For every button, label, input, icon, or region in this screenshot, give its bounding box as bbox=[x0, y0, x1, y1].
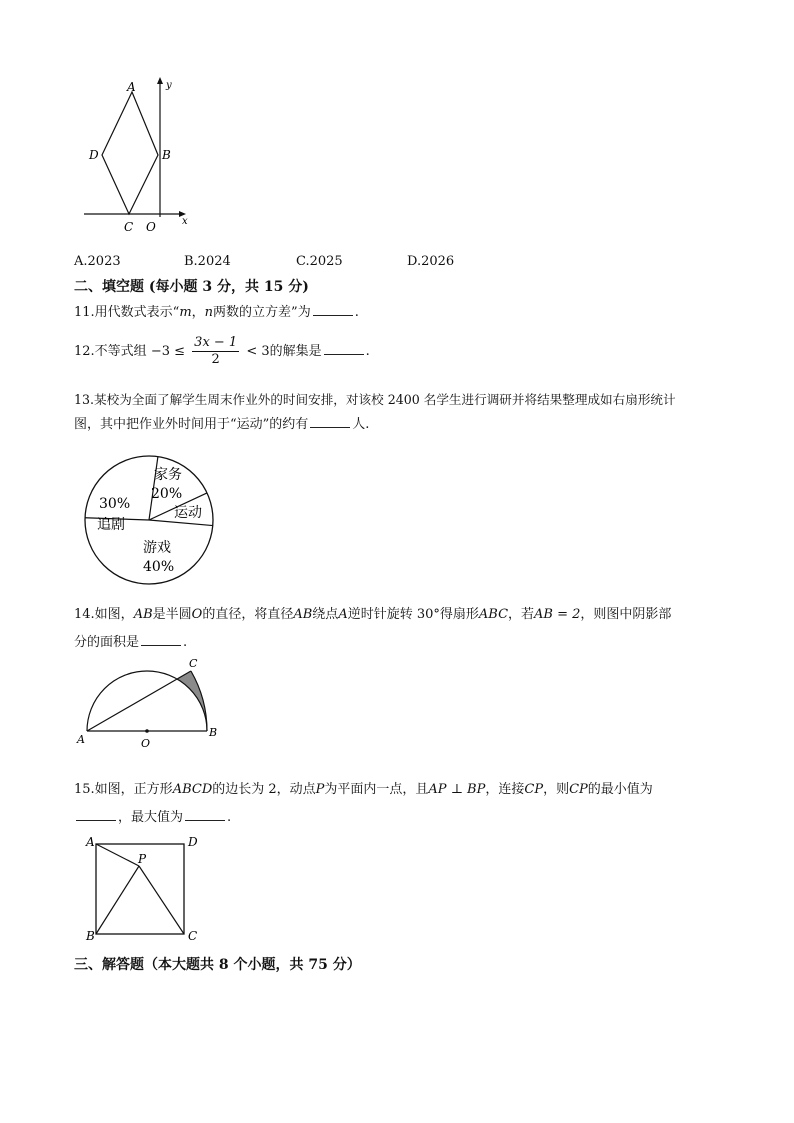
q12-answer-blank[interactable] bbox=[324, 341, 364, 355]
q12-suffix: 的解集是 bbox=[269, 344, 322, 359]
q13-line-2 bbox=[74, 414, 369, 434]
q12-left: −3 ≤ bbox=[150, 344, 186, 359]
pie-label-jiawu: 家务 bbox=[154, 467, 182, 483]
label-a: A bbox=[127, 80, 136, 94]
q14-p7: ，则图中阴影部 bbox=[580, 607, 672, 622]
q15-max-answer-blank[interactable] bbox=[185, 807, 225, 821]
q14-line-1 bbox=[74, 606, 671, 624]
q15-line-2-mid: ，最大值为 bbox=[118, 810, 184, 825]
q15-p2: 的边长为 2，动点 bbox=[212, 782, 316, 797]
q15-cp-2: CP bbox=[569, 782, 588, 797]
q10-option-a: A.2023 bbox=[74, 254, 121, 269]
q14-label-b: B bbox=[209, 726, 218, 739]
q11-sep: ， bbox=[191, 305, 205, 320]
q13-line-1: 13.某校为全面了解学生周末作业外的时间安排，对该校 2400 名学生进行调研并将结果整理成如右扇形统计 bbox=[74, 392, 676, 407]
label-b: B bbox=[162, 148, 171, 162]
q14-ab: AB bbox=[133, 607, 153, 622]
q14-p4: 绕点 bbox=[312, 607, 339, 622]
q14-eq: AB = 2 bbox=[534, 607, 581, 622]
q13-line-2-suffix: 人. bbox=[352, 417, 370, 432]
q15-line-1 bbox=[74, 781, 653, 799]
q12-fraction bbox=[192, 335, 239, 368]
pie-label-zhuiju-pct: 30% bbox=[99, 496, 131, 512]
q11-var-n: n bbox=[204, 305, 214, 320]
q12-text bbox=[74, 334, 370, 370]
y-axis-arrow-icon bbox=[157, 77, 163, 84]
q14-o: O bbox=[191, 607, 203, 622]
q11-suffix: 两数的立方差”为 bbox=[213, 305, 311, 320]
q15-label-d: D bbox=[188, 835, 198, 849]
section-3-heading bbox=[74, 956, 361, 974]
q13-pie-chart bbox=[83, 449, 218, 594]
q14-p3: 的直径，将直径 bbox=[202, 607, 294, 622]
q12-numerator: 3x − 1 bbox=[194, 335, 238, 350]
q15-line-2 bbox=[74, 807, 231, 827]
label-y: y bbox=[166, 80, 172, 91]
q15-label-a: A bbox=[86, 835, 95, 849]
q15-label-b: B bbox=[86, 929, 95, 943]
q12-right: < 3 bbox=[246, 344, 270, 359]
q14-a: A bbox=[338, 607, 348, 622]
q14-p6: ，若 bbox=[508, 607, 535, 622]
pie-label-youxi-pct: 40% bbox=[143, 559, 175, 575]
q15-min-answer-blank[interactable] bbox=[76, 807, 116, 821]
q15-segment-cp bbox=[139, 866, 184, 934]
q13-answer-blank[interactable] bbox=[310, 414, 350, 428]
q10-option-d: D.2026 bbox=[407, 254, 455, 269]
q15-cp: CP bbox=[524, 782, 544, 797]
q14-ab-2: AB bbox=[293, 607, 313, 622]
q14-line-2 bbox=[74, 632, 187, 652]
q14-center-dot bbox=[145, 729, 149, 733]
q15-p3: 为平面内一点，且 bbox=[324, 782, 429, 797]
q15-label-p: P bbox=[138, 852, 147, 866]
label-c: C bbox=[124, 220, 134, 234]
q10-rhombus-figure bbox=[80, 75, 195, 240]
q14-semicircle-figure bbox=[74, 655, 224, 750]
q14-p5: 逆时针旋转 30°得扇形 bbox=[347, 607, 479, 622]
label-d: D bbox=[89, 148, 99, 162]
section-2-heading bbox=[74, 278, 309, 296]
rhombus-abcd bbox=[102, 92, 158, 214]
q14-label-c: C bbox=[189, 657, 198, 670]
q13-line-2-prefix: 图，其中把作业外时间用于“运动”的约有 bbox=[74, 417, 309, 432]
q15-label-c: C bbox=[188, 929, 198, 943]
section-3-note: （本大题共 8 个小题，共 75 分） bbox=[144, 957, 361, 973]
q14-abc: ABC bbox=[478, 607, 509, 622]
q12-end: . bbox=[365, 344, 370, 359]
q14-line-2-text: 分的面积是 bbox=[74, 635, 140, 650]
q15-segment-ap bbox=[96, 844, 139, 866]
q15-perp: AP ⊥ BP bbox=[428, 782, 486, 797]
q12-denominator: 2 bbox=[211, 352, 220, 367]
q14-label-o: O bbox=[141, 737, 151, 750]
q10-option-c: C.2025 bbox=[296, 254, 343, 269]
pie-label-youxi: 游戏 bbox=[143, 540, 171, 556]
q14-answer-blank[interactable] bbox=[141, 632, 181, 646]
q11-prefix: 11.用代数式表示“ bbox=[74, 305, 180, 320]
q12-prefix: 12.不等式组 bbox=[74, 344, 147, 359]
q14-p1: 14.如图， bbox=[74, 607, 134, 622]
label-o: O bbox=[146, 220, 156, 234]
q15-p: P bbox=[315, 782, 325, 797]
label-x: x bbox=[182, 216, 188, 227]
section-2-note: (每小题 3 分，共 15 分) bbox=[148, 279, 309, 295]
q14-label-a: A bbox=[77, 733, 85, 746]
q15-p5: ，则 bbox=[543, 782, 570, 797]
q11-text bbox=[74, 302, 359, 322]
pie-label-zhuiju: 追剧 bbox=[97, 517, 125, 533]
section-2-title: 二、填空题 bbox=[74, 279, 144, 295]
q15-p1: 15.如图，正方形 bbox=[74, 782, 173, 797]
q11-end: . bbox=[354, 305, 359, 320]
q15-p4: ，连接 bbox=[485, 782, 525, 797]
pie-label-jiawu-pct: 20% bbox=[151, 486, 183, 502]
q14-p2: 是半圆 bbox=[152, 607, 192, 622]
q15-end: . bbox=[227, 810, 232, 825]
q15-segment-bp bbox=[96, 866, 139, 934]
q15-abcd: ABCD bbox=[172, 782, 213, 797]
q11-var-m: m bbox=[179, 305, 192, 320]
q11-answer-blank[interactable] bbox=[313, 302, 353, 316]
q15-p6: 的最小值为 bbox=[587, 782, 653, 797]
q10-option-b: B.2024 bbox=[184, 254, 231, 269]
q15-square-figure bbox=[82, 832, 207, 944]
section-3-title: 三、解答题 bbox=[74, 957, 144, 973]
pie-label-yundong: 运动 bbox=[174, 505, 202, 521]
q14-end: . bbox=[183, 635, 188, 650]
